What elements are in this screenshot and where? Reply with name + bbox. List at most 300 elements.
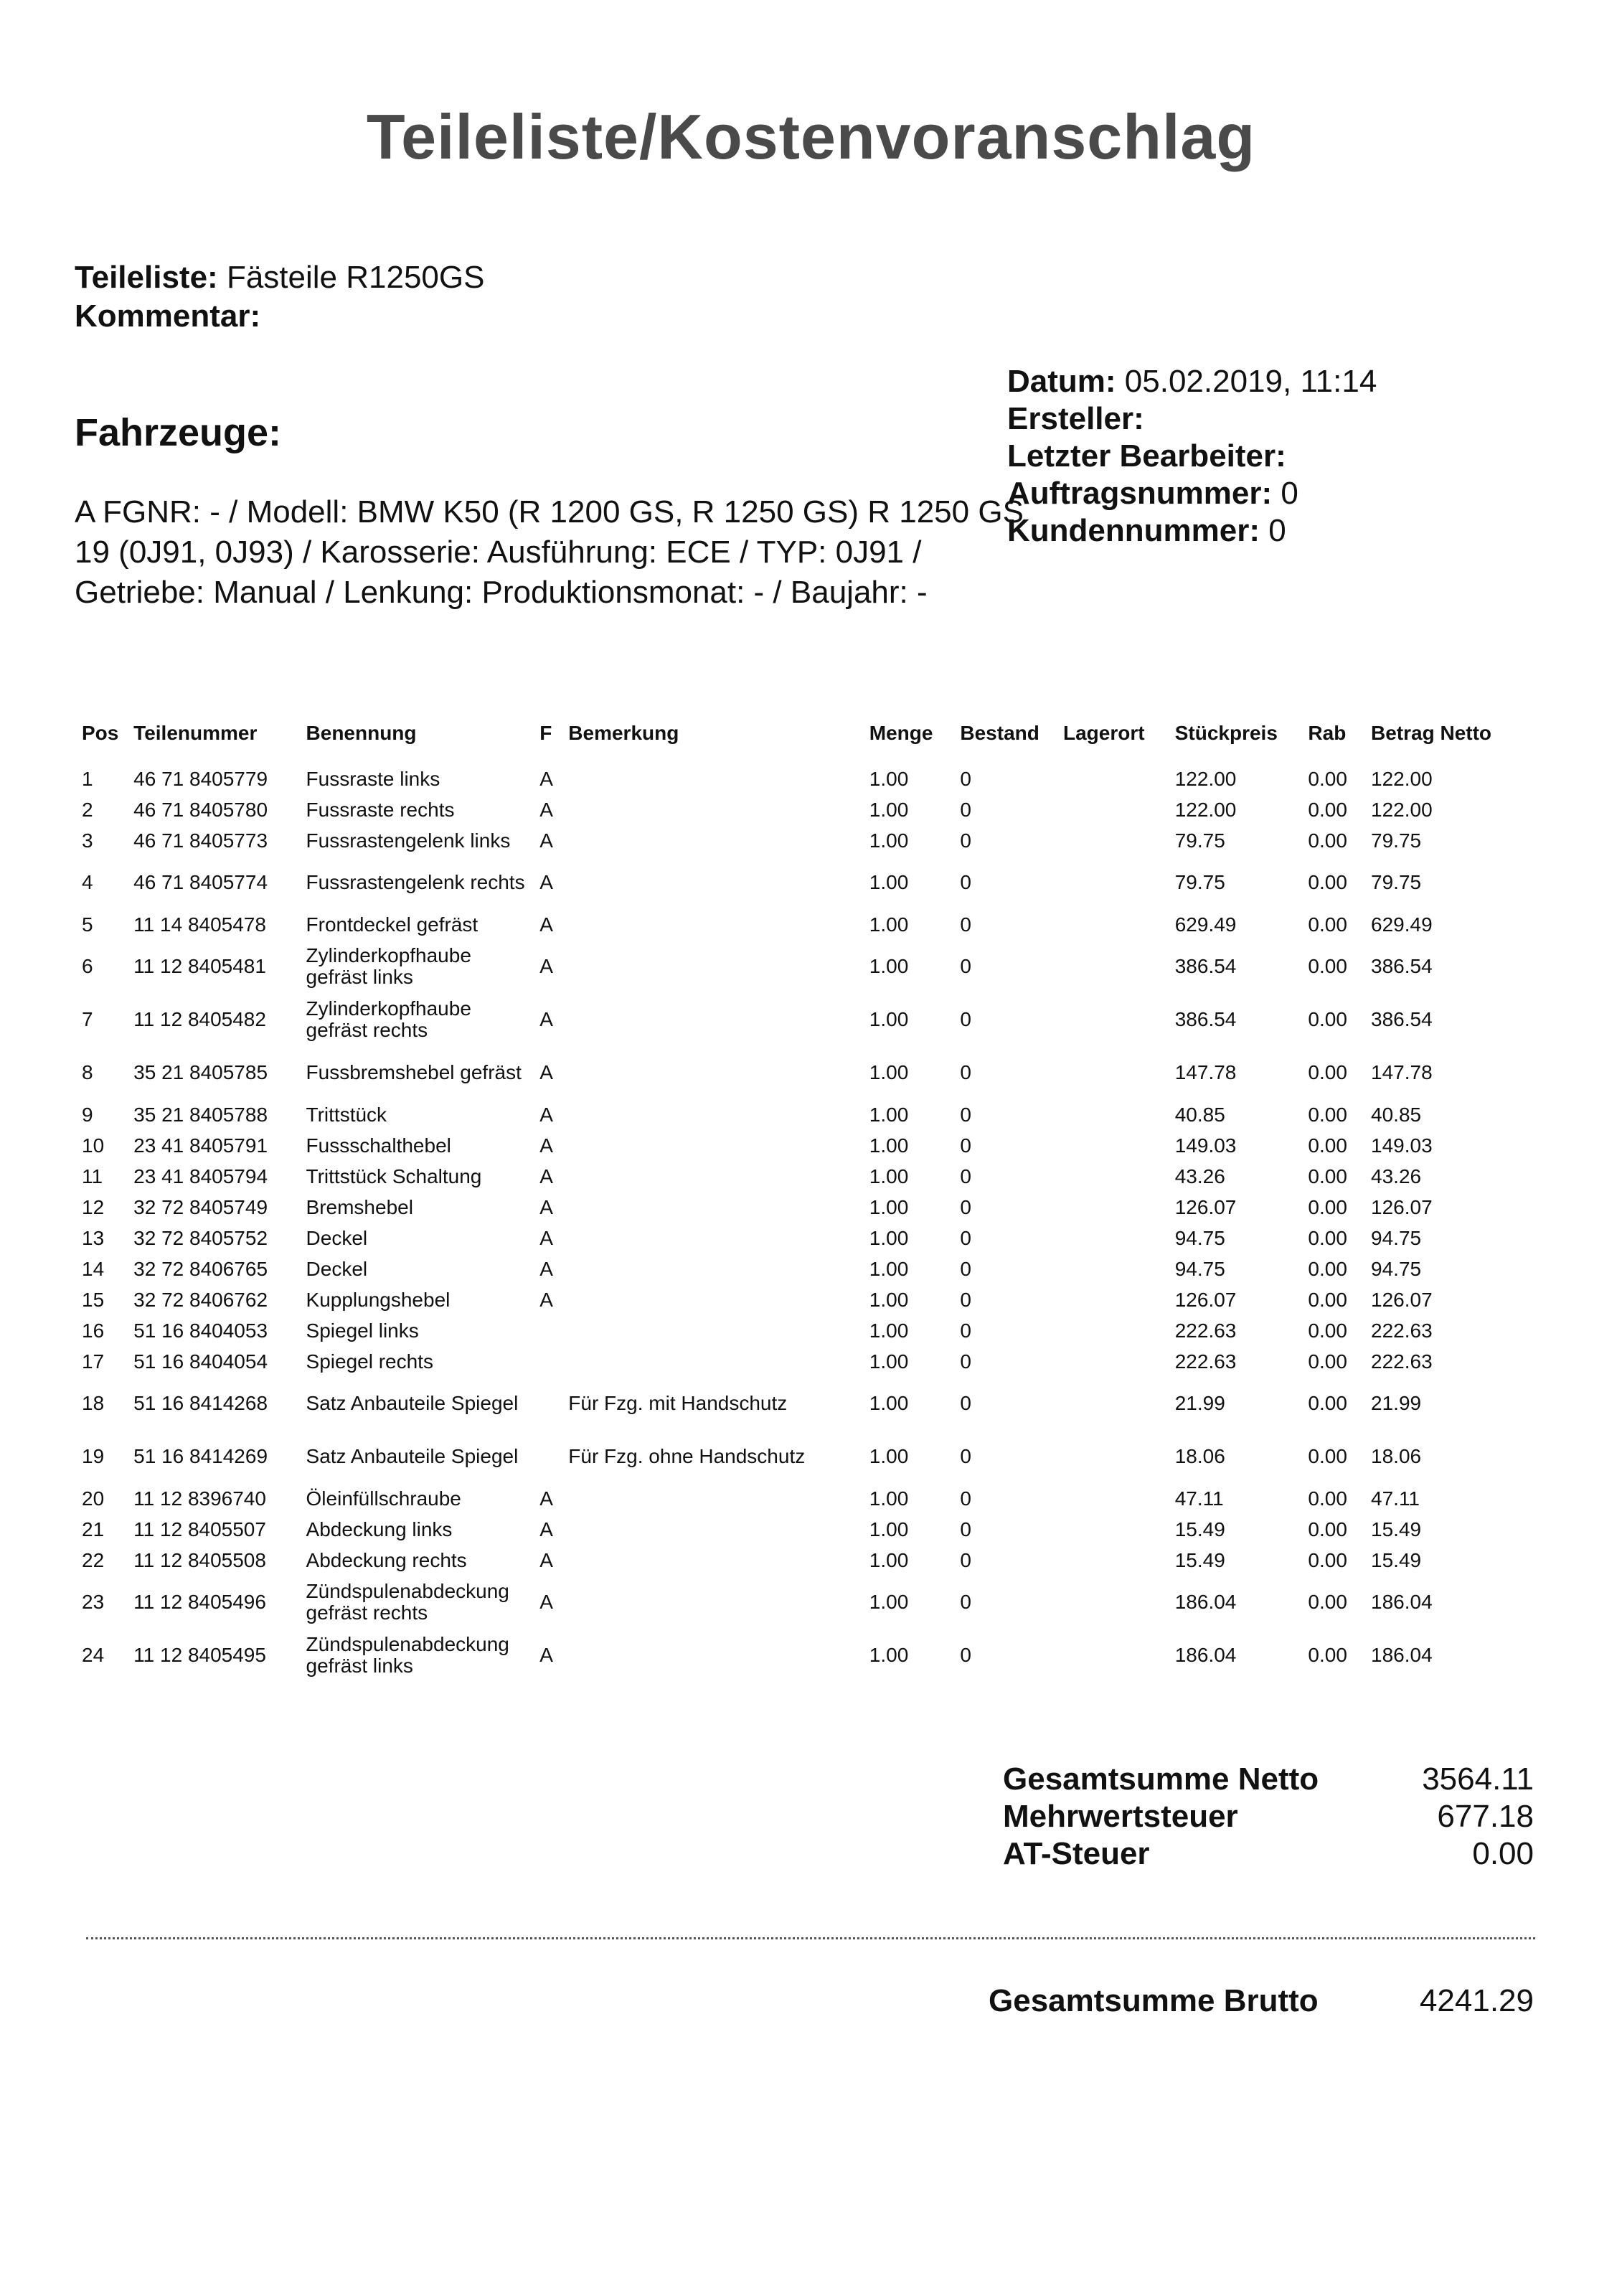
cell-betrag-netto: 79.75: [1371, 829, 1422, 852]
col-header-stueckpreis: Stückpreis: [1174, 722, 1278, 744]
cell-lagerort: [1059, 1315, 1171, 1346]
cell-bemerkung: [564, 1099, 864, 1130]
cell-pos: 23: [82, 1591, 105, 1613]
brutto-label: Gesamtsumme Brutto: [989, 1983, 1319, 2018]
cell-stueckpreis: 47.11: [1174, 1487, 1224, 1510]
cell-benennung: Zündspulenabdeckung gefräst links: [306, 1633, 509, 1677]
cell-stueckpreis: 126.07: [1174, 1288, 1237, 1311]
cell-rab: 0.00: [1308, 1518, 1347, 1540]
cell-teilenummer: 46 71 8405780: [133, 798, 268, 821]
cell-bestand: 0: [960, 1445, 971, 1467]
cell-rab: 0.00: [1308, 1487, 1347, 1510]
cell-bestand: 0: [960, 767, 971, 790]
table-row: [77, 1253, 1505, 1284]
cell-bestand: 0: [960, 1195, 971, 1218]
cell-benennung: Zylinderkopfhaube gefräst links: [306, 944, 471, 988]
cell-bemerkung: [564, 1046, 864, 1099]
cell-pos: 17: [82, 1350, 105, 1373]
cell-pos: 6: [82, 955, 93, 977]
cell-benennung: Deckel: [306, 1226, 368, 1249]
cell-rab: 0.00: [1308, 1392, 1347, 1414]
cell-teilenummer: 35 21 8405788: [133, 1103, 268, 1126]
cell-benennung: Deckel: [306, 1257, 368, 1280]
cell-bemerkung: [564, 1346, 864, 1377]
table-row: [77, 794, 1505, 825]
cell-bemerkung: [564, 1629, 864, 1682]
cell-teilenummer: 11 12 8405495: [133, 1644, 266, 1666]
cell-pos: 1: [82, 767, 93, 790]
cell-f: A: [539, 913, 553, 936]
cell-teilenummer: 32 72 8405752: [133, 1226, 268, 1249]
bearbeiter-label: Letzter Bearbeiter:: [1007, 438, 1286, 474]
cell-pos: 8: [82, 1061, 93, 1083]
cell-bemerkung: [564, 1483, 864, 1514]
cell-bestand: 0: [960, 1392, 971, 1414]
cell-rab: 0.00: [1308, 1288, 1347, 1311]
cell-betrag-netto: 94.75: [1371, 1257, 1422, 1280]
cell-lagerort: [1059, 1284, 1171, 1315]
cell-betrag-netto: 43.26: [1371, 1165, 1422, 1187]
cell-bemerkung: [564, 1223, 864, 1253]
cell-lagerort: [1059, 1629, 1171, 1682]
cell-f: A: [539, 1165, 553, 1187]
cell-f: [535, 1346, 564, 1377]
cell-lagerort: [1059, 1130, 1171, 1161]
cell-benennung: Trittstück Schaltung: [306, 1165, 482, 1187]
mwst-value: 677.18: [1437, 1799, 1534, 1834]
cell-lagerort: [1059, 1099, 1171, 1130]
cell-menge: 1.00: [869, 1195, 909, 1218]
cell-bestand: 0: [960, 955, 971, 977]
cell-f: A: [539, 1288, 553, 1311]
cell-benennung: Satz Anbauteile Spiegel: [306, 1392, 519, 1414]
teileliste-value: Fästeile R1250GS: [226, 260, 485, 295]
cell-teilenummer: 11 12 8396740: [133, 1487, 266, 1510]
cell-bestand: 0: [960, 1103, 971, 1126]
cell-menge: 1.00: [869, 1165, 909, 1187]
ersteller-line: [1007, 400, 1377, 438]
cell-f: [535, 1430, 564, 1483]
cell-rab: 0.00: [1308, 829, 1347, 852]
cell-bemerkung: [564, 1576, 864, 1629]
cell-benennung: Kupplungshebel: [306, 1288, 451, 1311]
table-row: [77, 856, 1505, 909]
kunden-label: Kundennummer:: [1007, 513, 1260, 548]
cell-betrag-netto: 122.00: [1371, 798, 1433, 821]
cell-bestand: 0: [960, 1591, 971, 1613]
cell-betrag-netto: 15.49: [1371, 1518, 1422, 1540]
netto-value: 3564.11: [1422, 1761, 1534, 1797]
auftrag-label: Auftragsnummer:: [1007, 476, 1273, 511]
col-header-rab: Rab: [1308, 722, 1347, 744]
table-row: [77, 1483, 1505, 1514]
table-row: [77, 1192, 1505, 1223]
datum-label: Datum:: [1007, 364, 1116, 399]
col-header-pos: Pos: [82, 722, 119, 744]
cell-bemerkung: [564, 825, 864, 856]
ersteller-label: Ersteller:: [1007, 401, 1144, 436]
cell-bestand: 0: [960, 798, 971, 821]
cell-f: A: [539, 1548, 553, 1571]
kommentar-label: Kommentar:: [75, 298, 261, 334]
cell-pos: 14: [82, 1257, 105, 1280]
cell-stueckpreis: 186.04: [1174, 1591, 1237, 1613]
table-row: [77, 1161, 1505, 1192]
cell-teilenummer: 11 12 8405496: [133, 1591, 266, 1613]
cell-teilenummer: 11 12 8405508: [133, 1548, 266, 1571]
table-row: [77, 1284, 1505, 1315]
cell-f: A: [539, 1644, 553, 1666]
table-row: [77, 1315, 1505, 1346]
table-row: [77, 1346, 1505, 1377]
cell-menge: 1.00: [869, 1518, 909, 1540]
cell-rab: 0.00: [1308, 913, 1347, 936]
cell-pos: 18: [82, 1392, 105, 1414]
cell-benennung: Zylinderkopfhaube gefräst rechts: [306, 997, 471, 1041]
cell-benennung: Spiegel links: [306, 1319, 419, 1342]
cell-f: A: [539, 767, 553, 790]
cell-rab: 0.00: [1308, 1445, 1347, 1467]
cell-pos: 4: [82, 871, 93, 893]
cell-menge: 1.00: [869, 1644, 909, 1666]
cell-pos: 22: [82, 1548, 105, 1571]
netto-row: [1003, 1761, 1534, 1798]
parts-table: [77, 718, 1505, 1682]
cell-bemerkung: [564, 1315, 864, 1346]
cell-menge: 1.00: [869, 767, 909, 790]
cell-pos: 21: [82, 1518, 105, 1540]
cell-stueckpreis: 222.63: [1174, 1350, 1237, 1373]
cell-bestand: 0: [960, 1134, 971, 1157]
cell-pos: 9: [82, 1103, 93, 1126]
cell-f: A: [539, 955, 553, 977]
cell-benennung: Fussrastengelenk rechts: [306, 871, 525, 893]
cell-menge: 1.00: [869, 1134, 909, 1157]
table-row: [77, 1629, 1505, 1682]
cell-bemerkung: [564, 1253, 864, 1284]
vehicle-description: A FGNR: - / Modell: BMW K50 (R 1200 GS, R 1250 GS) R 1250 GS 19 (0J91, 0J93) / Karosserie: Ausführung: ECE / TYP: 0J91 / Getriebe: Manual / Lenkung: Produktionsmonat: - / Baujahr: -: [75, 494, 1024, 610]
cell-f: A: [539, 1195, 553, 1218]
cell-pos: 11: [82, 1165, 103, 1187]
cell-f: [535, 1315, 564, 1346]
at-steuer-label: AT-Steuer: [1003, 1836, 1150, 1871]
cell-pos: 3: [82, 829, 93, 852]
table-row: [77, 940, 1505, 993]
kommentar-line: [75, 298, 260, 334]
teileliste-line: [75, 260, 484, 296]
cell-f: A: [539, 1487, 553, 1510]
cell-lagerort: [1059, 1576, 1171, 1629]
cell-lagerort: [1059, 909, 1171, 940]
auftrag-line: [1007, 475, 1377, 512]
cell-pos: 2: [82, 798, 93, 821]
cell-bestand: 0: [960, 1165, 971, 1187]
cell-bemerkung: [564, 856, 864, 909]
cell-menge: 1.00: [869, 1226, 909, 1249]
cell-pos: 10: [82, 1134, 105, 1157]
cell-bestand: 0: [960, 1008, 971, 1030]
cell-betrag-netto: 222.63: [1371, 1350, 1433, 1373]
cell-teilenummer: 11 12 8405482: [133, 1008, 266, 1030]
cell-teilenummer: 46 71 8405774: [133, 871, 268, 893]
cell-bestand: 0: [960, 1288, 971, 1311]
cell-f: A: [539, 1103, 553, 1126]
cell-bemerkung: [564, 1545, 864, 1576]
cell-lagerort: [1059, 1046, 1171, 1099]
cell-f: A: [539, 1226, 553, 1249]
cell-pos: 15: [82, 1288, 105, 1311]
cell-menge: 1.00: [869, 1445, 909, 1467]
cell-f: A: [539, 1257, 553, 1280]
mwst-label: Mehrwertsteuer: [1003, 1799, 1238, 1834]
cell-menge: 1.00: [869, 1319, 909, 1342]
cell-stueckpreis: 79.75: [1174, 871, 1225, 893]
cell-lagerort: [1059, 1377, 1171, 1430]
table-row: [77, 763, 1505, 794]
cell-teilenummer: 32 72 8406762: [133, 1288, 268, 1311]
cell-stueckpreis: 40.85: [1174, 1103, 1225, 1126]
cell-betrag-netto: 149.03: [1371, 1134, 1433, 1157]
cell-benennung: Satz Anbauteile Spiegel: [306, 1445, 519, 1467]
cell-bestand: 0: [960, 1548, 971, 1571]
cell-bestand: 0: [960, 1061, 971, 1083]
cell-betrag-netto: 122.00: [1371, 767, 1433, 790]
cell-rab: 0.00: [1308, 955, 1347, 977]
cell-menge: 1.00: [869, 1487, 909, 1510]
cell-pos: 19: [82, 1445, 105, 1467]
cell-bestand: 0: [960, 1226, 971, 1249]
cell-rab: 0.00: [1308, 1548, 1347, 1571]
fahrzeuge-heading: Fahrzeuge:: [75, 411, 282, 454]
cell-benennung: Bremshebel: [306, 1195, 413, 1218]
cell-rab: 0.00: [1308, 1257, 1347, 1280]
cell-benennung: Fussraste rechts: [306, 798, 455, 821]
cell-stueckpreis: 122.00: [1174, 798, 1237, 821]
col-header-teilenummer: Teilenummer: [133, 722, 258, 744]
cell-menge: 1.00: [869, 955, 909, 977]
cell-benennung: Fussraste links: [306, 767, 440, 790]
cell-menge: 1.00: [869, 829, 909, 852]
cell-betrag-netto: 386.54: [1371, 955, 1433, 977]
cell-pos: 12: [82, 1195, 105, 1218]
cell-stueckpreis: 94.75: [1174, 1257, 1225, 1280]
cell-f: A: [539, 1134, 553, 1157]
cell-pos: 7: [82, 1008, 93, 1030]
cell-betrag-netto: 126.07: [1371, 1288, 1433, 1311]
cell-bestand: 0: [960, 1319, 971, 1342]
cell-lagerort: [1059, 794, 1171, 825]
cell-teilenummer: 46 71 8405773: [133, 829, 268, 852]
cell-menge: 1.00: [869, 1591, 909, 1613]
cell-f: [535, 1377, 564, 1430]
cell-menge: 1.00: [869, 871, 909, 893]
cell-betrag-netto: 94.75: [1371, 1226, 1422, 1249]
cell-bemerkung: Für Fzg. ohne Handschutz: [568, 1445, 806, 1467]
cell-teilenummer: 51 16 8414268: [133, 1392, 268, 1414]
cell-betrag-netto: 18.06: [1371, 1445, 1422, 1467]
cell-bestand: 0: [960, 871, 971, 893]
cell-teilenummer: 51 16 8414269: [133, 1445, 268, 1467]
cell-stueckpreis: 94.75: [1174, 1226, 1225, 1249]
cell-betrag-netto: 40.85: [1371, 1103, 1422, 1126]
cell-rab: 0.00: [1308, 1103, 1347, 1126]
cell-bestand: 0: [960, 1518, 971, 1540]
cell-lagerort: [1059, 1161, 1171, 1192]
cell-teilenummer: 11 12 8405481: [133, 955, 266, 977]
cell-rab: 0.00: [1308, 767, 1347, 790]
kunden-value: 0: [1268, 513, 1286, 548]
cell-lagerort: [1059, 1223, 1171, 1253]
cell-benennung: Fussschalthebel: [306, 1134, 451, 1157]
cell-stueckpreis: 386.54: [1174, 955, 1237, 977]
cell-betrag-netto: 15.49: [1371, 1548, 1422, 1571]
cell-stueckpreis: 222.63: [1174, 1319, 1237, 1342]
cell-menge: 1.00: [869, 1288, 909, 1311]
col-header-betrag-netto: Betrag Netto: [1371, 722, 1492, 744]
cell-rab: 0.00: [1308, 1226, 1347, 1249]
cell-bemerkung: [564, 1161, 864, 1192]
cell-lagerort: [1059, 856, 1171, 909]
cell-benennung: Spiegel rechts: [306, 1350, 433, 1373]
cell-bemerkung: [564, 1130, 864, 1161]
cell-pos: 24: [82, 1644, 105, 1666]
cell-betrag-netto: 186.04: [1371, 1644, 1433, 1666]
cell-betrag-netto: 21.99: [1371, 1392, 1422, 1414]
cell-stueckpreis: 15.49: [1174, 1548, 1225, 1571]
cell-stueckpreis: 122.00: [1174, 767, 1237, 790]
cell-bestand: 0: [960, 1257, 971, 1280]
cell-lagerort: [1059, 1483, 1171, 1514]
cell-teilenummer: 51 16 8404054: [133, 1350, 268, 1373]
cell-lagerort: [1059, 1253, 1171, 1284]
cell-rab: 0.00: [1308, 1165, 1347, 1187]
bearbeiter-line: [1007, 438, 1377, 475]
table-row: [77, 993, 1505, 1046]
cell-betrag-netto: 79.75: [1371, 871, 1422, 893]
cell-menge: 1.00: [869, 1061, 909, 1083]
cell-benennung: Fussbremshebel gefräst: [306, 1061, 522, 1083]
cell-menge: 1.00: [869, 1008, 909, 1030]
kunden-line: [1007, 512, 1377, 550]
cell-rab: 0.00: [1308, 1644, 1347, 1666]
cell-betrag-netto: 147.78: [1371, 1061, 1433, 1083]
cell-bemerkung: Für Fzg. mit Handschutz: [568, 1392, 788, 1414]
cell-menge: 1.00: [869, 913, 909, 936]
cell-bemerkung: [564, 1192, 864, 1223]
at-steuer-row: [1003, 1835, 1534, 1873]
cell-bestand: 0: [960, 913, 971, 936]
cell-betrag-netto: 126.07: [1371, 1195, 1433, 1218]
table-row: [77, 825, 1505, 856]
cell-rab: 0.00: [1308, 871, 1347, 893]
cell-rab: 0.00: [1308, 1319, 1347, 1342]
col-header-f: F: [539, 722, 552, 744]
cell-rab: 0.00: [1308, 1195, 1347, 1218]
cell-rab: 0.00: [1308, 1008, 1347, 1030]
cell-rab: 0.00: [1308, 1350, 1347, 1373]
cell-benennung: Trittstück: [306, 1103, 387, 1126]
cell-lagerort: [1059, 1430, 1171, 1483]
cell-lagerort: [1059, 825, 1171, 856]
teileliste-label: Teileliste:: [75, 260, 218, 295]
cell-benennung: Abdeckung rechts: [306, 1548, 467, 1571]
cell-benennung: Zündspulenabdeckung gefräst rechts: [306, 1580, 509, 1624]
cell-stueckpreis: 43.26: [1174, 1165, 1225, 1187]
cell-betrag-netto: 222.63: [1371, 1319, 1433, 1342]
cell-f: A: [539, 1061, 553, 1083]
cell-teilenummer: 23 41 8405794: [133, 1165, 268, 1187]
document-title: Teileliste/Kostenvoranschlag: [366, 101, 1256, 172]
cell-menge: 1.00: [869, 1548, 909, 1571]
cell-stueckpreis: 79.75: [1174, 829, 1225, 852]
cell-menge: 1.00: [869, 798, 909, 821]
cell-teilenummer: 23 41 8405791: [133, 1134, 268, 1157]
cell-lagerort: [1059, 1192, 1171, 1223]
cell-betrag-netto: 186.04: [1371, 1591, 1433, 1613]
cell-benennung: Fussrastengelenk links: [306, 829, 511, 852]
cell-stueckpreis: 15.49: [1174, 1518, 1225, 1540]
cell-f: A: [539, 798, 553, 821]
cell-stueckpreis: 126.07: [1174, 1195, 1237, 1218]
auftrag-value: 0: [1281, 476, 1298, 511]
cell-benennung: Abdeckung links: [306, 1518, 453, 1540]
cell-bestand: 0: [960, 829, 971, 852]
cell-rab: 0.00: [1308, 1134, 1347, 1157]
table-row: [77, 1576, 1505, 1629]
cell-bemerkung: [564, 940, 864, 993]
cell-stueckpreis: 21.99: [1174, 1392, 1225, 1414]
cell-lagerort: [1059, 1545, 1171, 1576]
cell-bemerkung: [564, 794, 864, 825]
cell-teilenummer: 35 21 8405785: [133, 1061, 268, 1083]
col-header-lagerort: Lagerort: [1063, 722, 1145, 744]
col-header-benennung: Benennung: [306, 722, 417, 744]
cell-bemerkung: [564, 763, 864, 794]
table-row: [77, 1545, 1505, 1576]
cell-stueckpreis: 149.03: [1174, 1134, 1237, 1157]
cell-bemerkung: [564, 993, 864, 1046]
cell-pos: 5: [82, 913, 93, 936]
cell-bemerkung: [564, 1514, 864, 1545]
datum-value: 05.02.2019, 11:14: [1124, 364, 1377, 399]
parts-table-body: [77, 763, 1505, 1682]
datum-line: [1007, 363, 1377, 400]
table-row: [77, 1046, 1505, 1099]
cell-teilenummer: 46 71 8405779: [133, 767, 268, 790]
cell-lagerort: [1059, 763, 1171, 794]
netto-label: Gesamtsumme Netto: [1003, 1761, 1319, 1797]
cell-stueckpreis: 386.54: [1174, 1008, 1237, 1030]
cell-stueckpreis: 186.04: [1174, 1644, 1237, 1666]
cell-benennung: Öleinfüllschraube: [306, 1487, 461, 1510]
cell-bestand: 0: [960, 1487, 971, 1510]
totals-block: [1003, 1761, 1534, 1873]
cell-bestand: 0: [960, 1350, 971, 1373]
cell-bemerkung: [564, 909, 864, 940]
brutto-value: 4241.29: [1419, 1983, 1534, 2018]
cell-teilenummer: 51 16 8404053: [133, 1319, 268, 1342]
cell-benennung: Frontdeckel gefräst: [306, 913, 478, 936]
cell-betrag-netto: 386.54: [1371, 1008, 1433, 1030]
cell-lagerort: [1059, 1346, 1171, 1377]
cell-teilenummer: 11 14 8405478: [133, 913, 266, 936]
cell-bemerkung: [564, 1284, 864, 1315]
cell-pos: 13: [82, 1226, 105, 1249]
table-row: [77, 1377, 1505, 1430]
mwst-row: [1003, 1798, 1534, 1835]
cell-betrag-netto: 629.49: [1371, 913, 1433, 936]
table-row: [77, 909, 1505, 940]
